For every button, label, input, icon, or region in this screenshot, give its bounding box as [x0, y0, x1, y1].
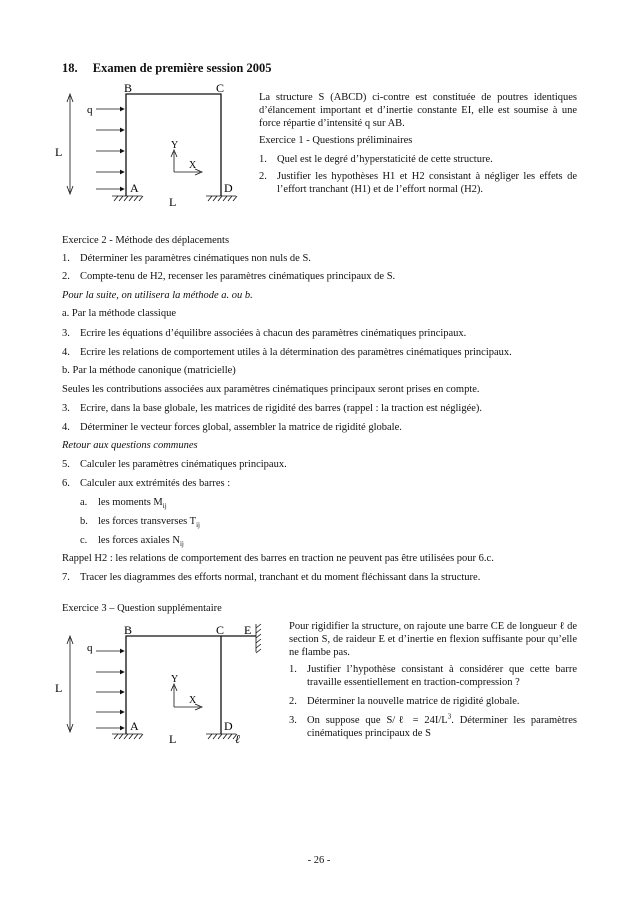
- ex3-item-1: 1. Justifier l’hypothèse consistant à considérer que cette barre travaille essentiellement en traction-compression ?: [289, 664, 577, 689]
- left-dimension-arrow: [67, 636, 73, 732]
- label-A: A: [130, 181, 139, 195]
- ex2-q3b: 3. Ecrire, dans la base globale, les matrices de rigidité des barres (rappel : la traction est négligée).: [62, 403, 483, 414]
- label-E: E: [244, 623, 252, 637]
- label-D: D: [224, 719, 233, 733]
- ex2-rappel: Rappel H2 : les relations de comportement des barres en traction ne peuvent pas être utilisées pour 6.c.: [62, 553, 494, 564]
- label-D: D: [224, 181, 233, 195]
- ex2-q5: 5. Calculer les paramètres cinématiques principaux.: [62, 459, 287, 470]
- ex2-method-a-title: a. Par la méthode classique: [62, 308, 177, 319]
- frame-figure-1: [50, 82, 250, 212]
- ex2-q6-a: a. les moments $M_{ij}$: [80, 497, 167, 511]
- section-title: Examen de première session 2005: [92, 61, 272, 75]
- label-L-left: L: [55, 681, 63, 695]
- intro-paragraph: La structure S (ABCD) ci-contre est constituée de poutres identiques d’élancement important et d’inertie constante EI, elle est soumise à une force répartie d’intensité q sur AB.: [259, 92, 577, 130]
- ex3-item-3: 3. On suppose que S/ℓ = $24I/L^3$. Déterminer les paramètres cinématiques principaux de S: [289, 712, 577, 740]
- ex2-q2: 2. Compte-tenu de H2, recenser les paramètres cinématiques principaux de S.: [62, 271, 396, 282]
- label-A: A: [130, 719, 139, 733]
- section-number: 18.: [62, 61, 78, 75]
- label-B: B: [124, 82, 133, 95]
- axis-label-X: X: [189, 695, 197, 706]
- ex2-title: Exercice 2 - Méthode des déplacements: [62, 235, 230, 246]
- ex2-method-b-note: Seules les contributions associées aux paramètres cinématiques principaux seront prises en compte.: [62, 384, 480, 395]
- ex1-item-1: 1. Quel est le degré d’hyperstaticité de cette structure.: [259, 154, 493, 165]
- section-heading: [62, 61, 271, 76]
- ex2-q4a: 4. Ecrire les relations de comportement utiles à la détermination des paramètres cinématiques principaux.: [62, 347, 512, 358]
- support-A: [112, 734, 143, 739]
- label-C: C: [216, 82, 225, 95]
- label-q: q: [87, 642, 93, 654]
- ex2-q6-c: c. les forces axiales $N_{ij}$: [80, 535, 184, 549]
- support-D: [206, 196, 237, 201]
- ex3-intro: Pour rigidifier la structure, on rajoute une barre CE de longueur ℓ de section S, de raideur E et d’inertie en flexion suffisante pour qu’elle ne flambe pas.: [289, 621, 577, 659]
- ex3-title: Exercice 3 – Question supplémentaire: [62, 603, 222, 614]
- ex2-method-b-title: b. Par la méthode canonique (matricielle): [62, 365, 236, 376]
- ex2-q3a: 3. Ecrire les équations d’équilibre associées à chacun des paramètres cinématiques principaux.: [62, 328, 467, 339]
- wall-E: [256, 624, 261, 653]
- distributed-load-arrows: [96, 109, 124, 189]
- label-L-left: L: [55, 145, 63, 159]
- axes: [171, 150, 202, 175]
- ex2-q4b: 4. Déterminer le vecteur forces global, assembler la matrice de rigidité globale.: [62, 422, 402, 433]
- ex2-q6: 6. Calculer aux extrémités des barres :: [62, 478, 231, 489]
- frame-figure-2: [50, 622, 270, 750]
- ex2-method-note: Pour la suite, on utilisera la méthode a. ou b.: [62, 290, 253, 301]
- ex2-common-title: Retour aux questions communes: [62, 440, 198, 451]
- support-A: [112, 196, 143, 201]
- ex1-title: Exercice 1 - Questions préliminaires: [259, 135, 413, 146]
- axis-label-X: X: [189, 160, 197, 171]
- ex2-q1: 1. Déterminer les paramètres cinématiques non nuls de S.: [62, 253, 311, 264]
- label-q: q: [87, 104, 93, 116]
- ex3-item-2: 2. Déterminer la nouvelle matrice de rigidité globale.: [289, 696, 520, 707]
- ex2-q7: 7. Tracer les diagrammes des efforts normal, tranchant et du moment fléchissant dans la structure.: [62, 572, 481, 583]
- label-B: B: [124, 623, 133, 637]
- ex1-item-2: 2. Justifier les hypothèses H1 et H2 consistant à négliger les effets de l’effort tranchant (H1) et de l’effort normal (H2).: [259, 171, 577, 196]
- axes: [171, 684, 202, 710]
- ex2-q6-b: b. les forces transverses $T_{ij}$: [80, 516, 200, 530]
- label-ell: ℓ: [235, 732, 240, 746]
- label-C: C: [216, 623, 225, 637]
- axis-label-Y: Y: [171, 140, 179, 151]
- axis-label-Y: Y: [171, 674, 179, 685]
- left-dimension-arrow: [67, 94, 73, 194]
- distributed-load-arrows: [96, 651, 124, 728]
- label-L-bottom: L: [169, 732, 177, 746]
- label-L-bottom: L: [169, 195, 177, 209]
- page-number: - 26 -: [307, 855, 331, 866]
- support-D: [206, 734, 237, 739]
